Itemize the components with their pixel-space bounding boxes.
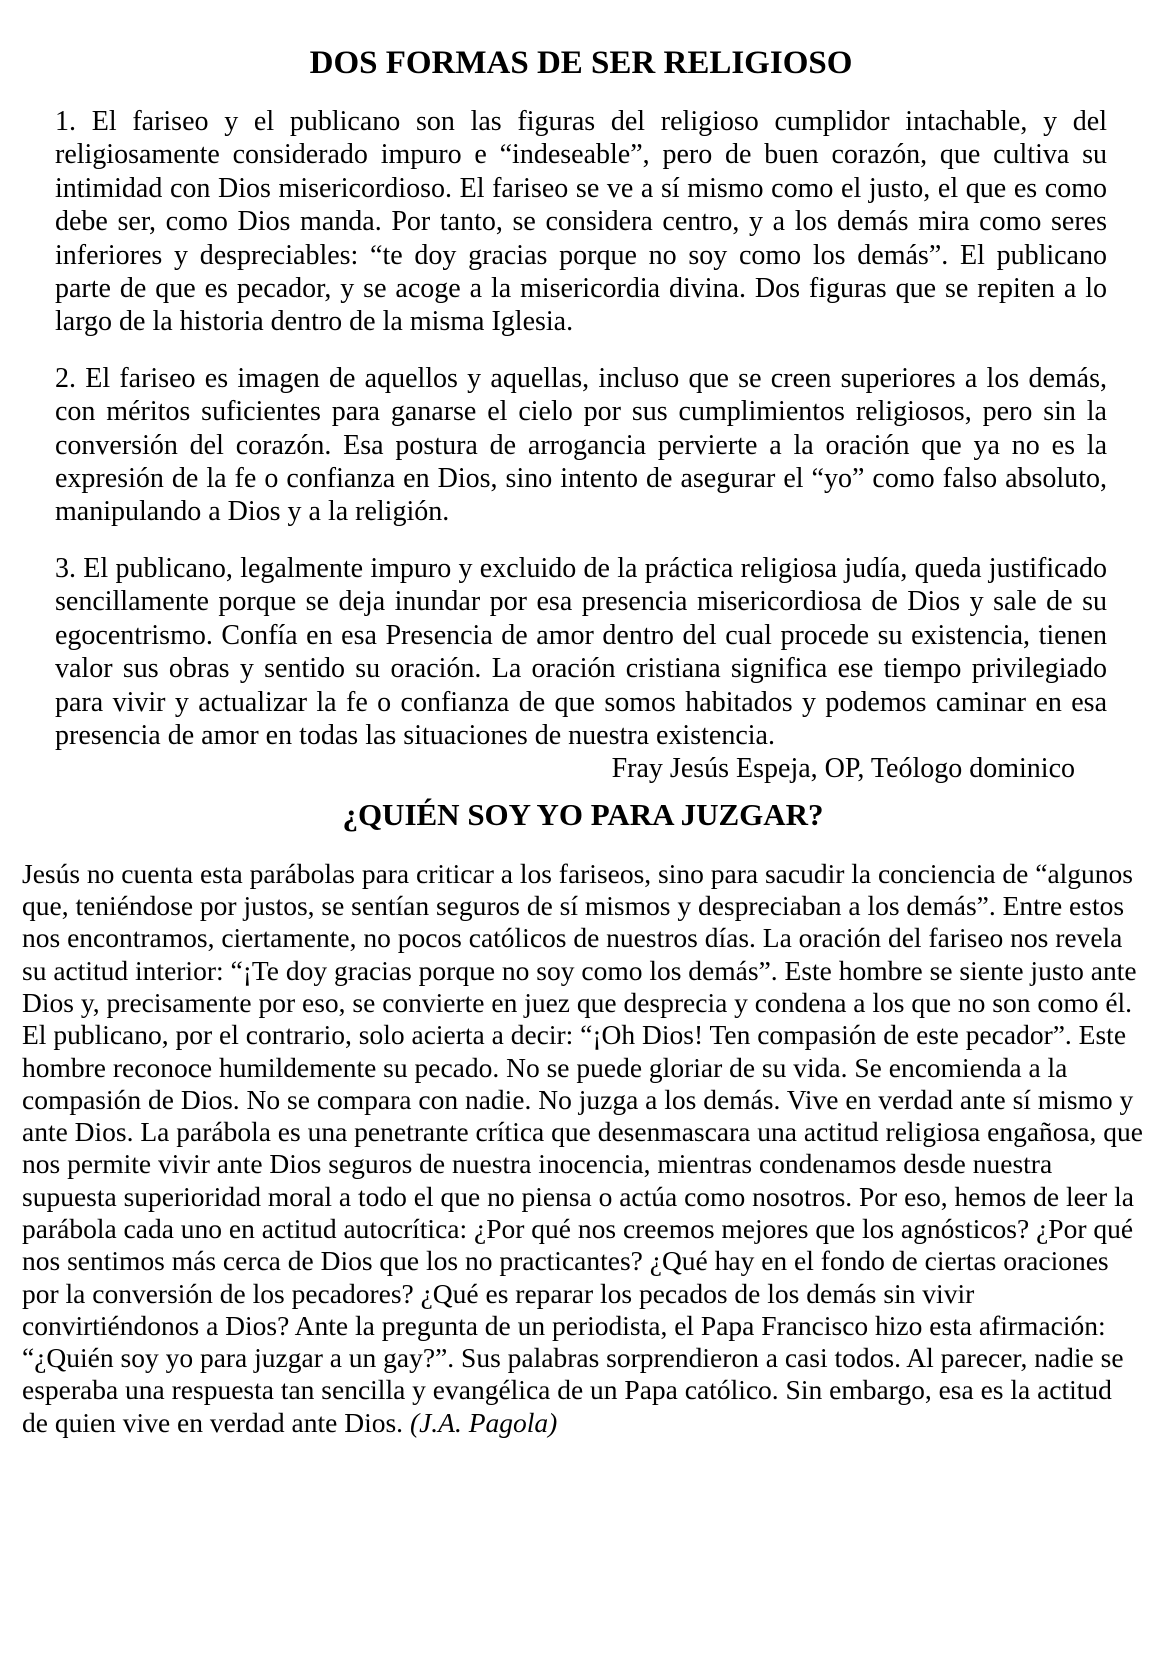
article2-paragraph [22,858,1144,1439]
article1-paragraph-2: 2. El fariseo es imagen de aquellos y aquellas, incluso que se creen superiores a los demás, con méritos suficientes para ganarse el cielo por sus cumplimientos religiosos, pero sin la conversión del corazón. Esa postura de arrogancia pervierte a la oración que ya no es la expresión de la fe o confianza en Dios, sino intento de asegurar el “yo” como falso absoluto, manipulando a Dios y a la religión. [55,362,1107,528]
article2-citation: (J.A. Pagola) [409,1406,558,1438]
article-quien-soy-yo-para-juzgar [0,797,1169,1439]
article1-title: DOS FORMAS DE SER RELIGIOSO [309,45,853,81]
article1-paragraph-1: 1. El fariseo y el publicano son las figuras del religioso cumplidor intachable, y del religiosamente considerado impuro e “indeseable”, pero de buen corazón, que cultiva su intimidad con Dios misericordioso. El fariseo se ve a sí mismo como el justo, el que es como debe ser, como Dios manda. Por tanto, se considera centro, y a los demás mira como seres inferiores y despreciables: “te doy gracias porque no soy como los demás”. El publicano parte de que es pecador, y se acoge a la misericordia divina. Dos figuras que se repiten a lo largo de la historia dentro de la misma Iglesia. [55,106,1107,338]
article2-title: ¿QUIÉN SOY YO PARA JUZGAR? [342,796,824,832]
article1-attribution: Fray Jesús Espeja, OP, Teólogo dominico [611,753,1075,785]
article-dos-formas-de-ser-religioso [0,44,1169,786]
article2-body-text: Jesús no cuenta esta parábolas para criticar a los fariseos, sino para sacudir la conciencia de “algunos que, teniéndose por justos, se sentían seguros de sí mismos y despreciaban a los demás”. Entre estos nos encontramos, ciertamente, no pocos católicos de nuestros días. La oración del fariseo nos revela su actitud interior: “¡Te doy gracias porque no soy como los demás”. Este hombre se siente justo ante Dios y, precisamente por eso, se convierte en juez que desprecia y condena a los que no son como él. El publicano, por el contrario, solo acierta a decir: “¡Oh Dios! Ten compasión de este pecador”. Este hombre reconoce humildemente su pecado. No se puede gloriar de su vida. Se encomienda a la compasión de Dios. No se compara con nadie. No juzga a los demás. Vive en verdad ante sí mismo y ante Dios. La parábola es una penetrante crítica que desenmascara una actitud religiosa engañosa, que nos permite vivir ante Dios seguros de nuestra inocencia, mientras condenamos desde nuestra supuesta superioridad moral a todo el que no piensa o actúa como nosotros. Por eso, hemos de leer la parábola cada uno en actitud autocrítica: ¿Por qué nos creemos mejores que los agnósticos? ¿Por qué nos sentimos más cerca de Dios que los no practicantes? ¿Qué hay en el fondo de ciertas oraciones por la conversión de los pecadores? ¿Qué es reparar los pecados de los demás sin vivir convirtiéndonos a Dios? Ante la pregunta de un periodista, el Papa Francisco hizo esta afirmación: “¿Quién soy yo para juzgar a un gay?”. Sus palabras sorprendieron a casi todos. Al parecer, nadie se esperaba una respuesta tan sencilla y evangélica de un Papa católico. Sin embargo, esa es la actitud de quien vive en verdad ante Dios. [22,857,1143,1438]
article1-paragraph-3: 3. El publicano, legalmente impuro y excluido de la práctica religiosa judía, queda justificado sencillamente porque se deja inundar por esa presencia misericordiosa de Dios y sale de su egocentrismo. Confía en esa Presencia de amor dentro del cual procede su existencia, tienen valor sus obras y sentido su oración. La oración cristiana significa ese tiempo privilegiado para vivir y actualizar la fe o confianza de que somos habitados y podemos caminar en esa presencia de amor en todas las situaciones de nuestra existencia. [55,552,1107,751]
